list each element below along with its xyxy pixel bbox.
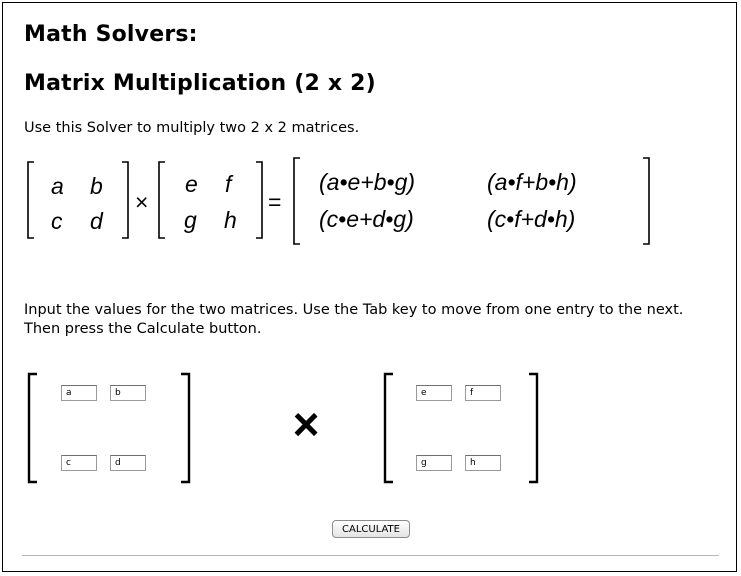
formula-equals: = [268,189,282,215]
formula-e: e [185,171,198,197]
matrix-b-left-bracket [159,162,165,238]
formula-times: × [135,189,149,215]
formula-result-21: (c•e+d•g) [319,206,414,232]
matrix-a-input-c[interactable] [61,455,97,471]
bottom-divider [22,555,719,556]
formula-result-12: (a•f+b•h) [487,169,577,195]
result-right-bracket [643,158,649,244]
matrix-b-right-bracket [256,162,262,238]
matrix-a-right-bracket [122,162,128,238]
multiply-symbol: × [292,398,320,450]
matrix-b-input-f[interactable] [465,385,501,401]
formula-result-11: (a•e+b•g) [319,169,416,195]
matrix-a-input-a[interactable] [61,385,97,401]
formula-g: g [184,207,197,233]
matrix-a-input-d[interactable] [110,455,146,471]
formula-result-22: (c•f+d•h) [487,206,576,232]
formula-svg [0,0,741,260]
matrix-b-input-e[interactable] [416,385,452,401]
formula-d: d [90,208,103,234]
page-title: Math Solvers: [24,22,198,47]
formula-h: h [224,207,237,233]
formula-f: f [225,171,232,197]
intro-text: Use this Solver to multiply two 2 x 2 matrices. [24,120,360,136]
formula-a: a [51,173,64,199]
matrix-a-input-b[interactable] [110,385,146,401]
matrix-b-input-g[interactable] [416,455,452,471]
result-left-bracket [294,158,300,244]
formula-c: c [51,208,63,234]
page-subtitle: Matrix Multiplication (2 x 2) [24,71,376,96]
calculate-button[interactable]: CALCULATE [332,520,410,538]
matrix-b-input-h[interactable] [465,455,501,471]
formula-b: b [90,173,103,199]
instructions-text: Input the values for the two matrices. Use the Tab key to move from one entry to the next. Then press the Calculate button. [24,302,684,337]
matrix-a-left-bracket [28,162,34,238]
